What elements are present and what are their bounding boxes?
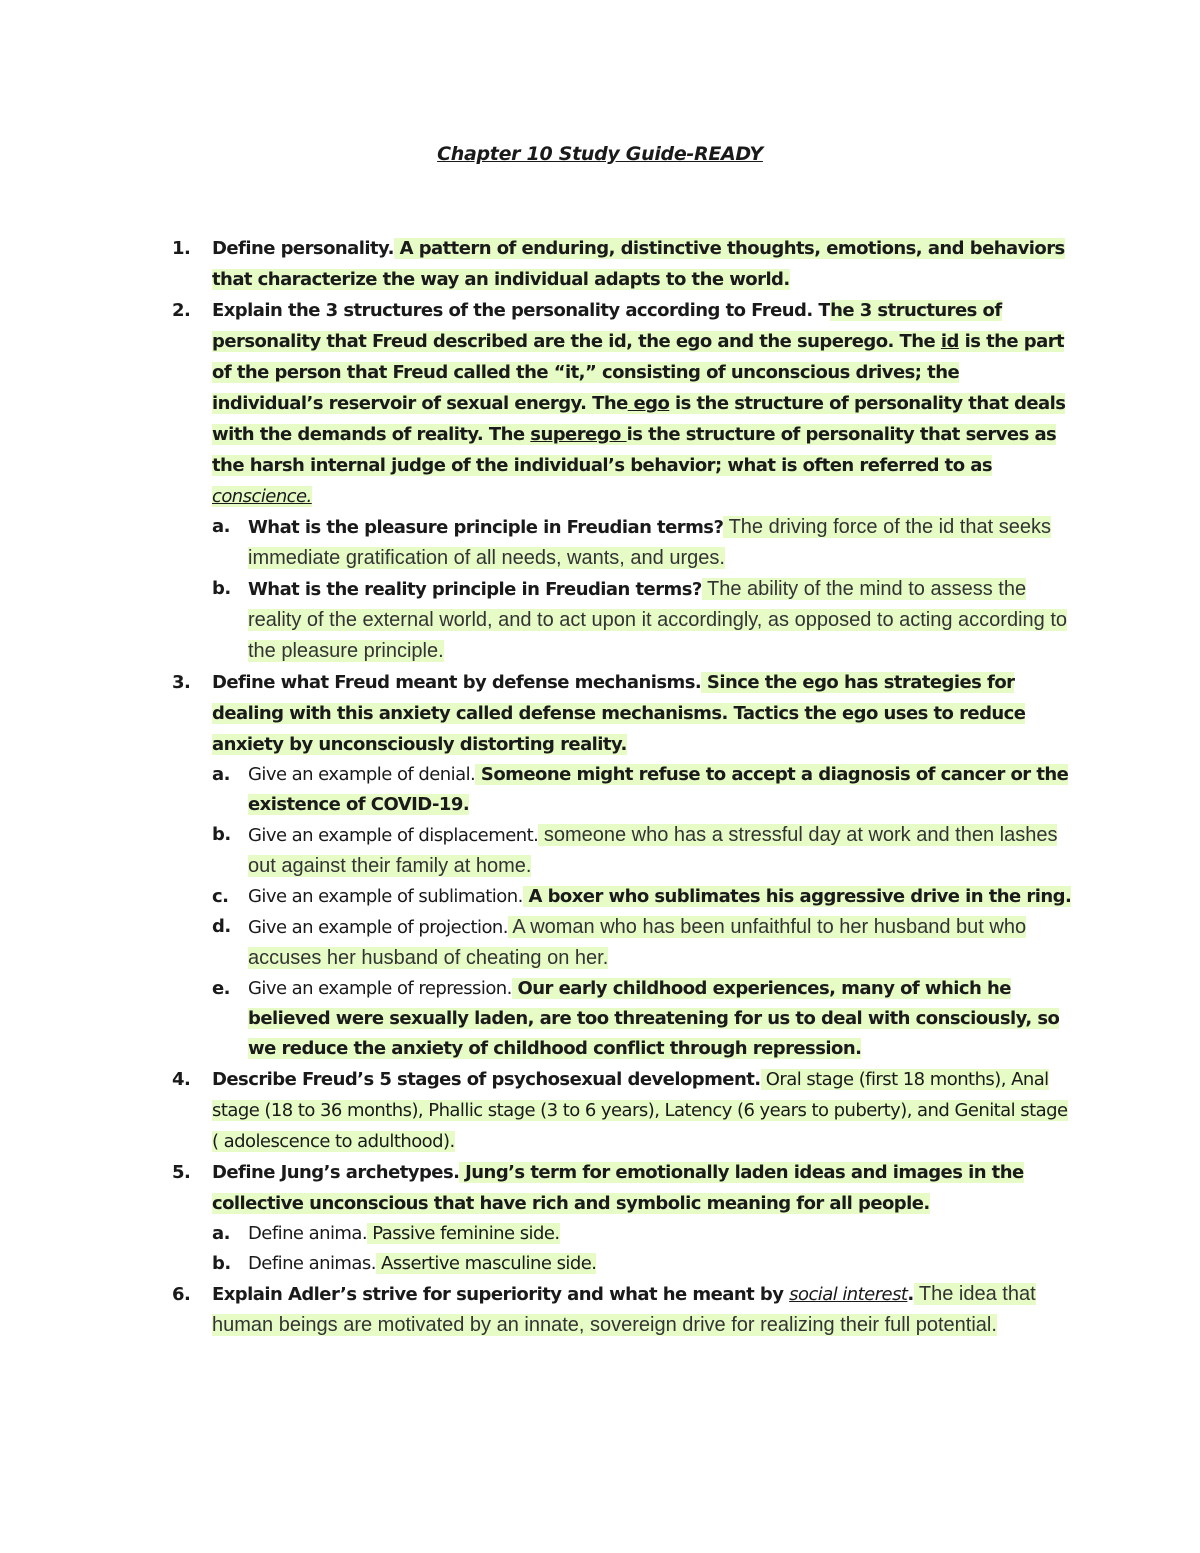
answer-text: A woman who has been unfaithful to her husband but who accuses her husband of cheating on her. — [248, 916, 1027, 969]
question-item-2 — [172, 295, 1072, 667]
sub-letter: a. — [212, 764, 230, 785]
item-number: 2. — [172, 300, 191, 321]
answer-part: is the structure of personality that deals with the demands of reality. The — [212, 393, 1066, 445]
item-number: 4. — [172, 1069, 191, 1090]
answer-text: Since the ego has strategies for dealing with this anxiety called defense mechanisms. Tactics the ego uses to reduce anxiety by unconsciously distorting reality. — [212, 672, 1026, 755]
question-item-4 — [172, 1064, 1072, 1157]
item-number: 6. — [172, 1284, 191, 1305]
sub-letter: b. — [212, 1253, 231, 1274]
question-text: Explain the 3 structures of the personality according to Freud. T — [212, 300, 831, 321]
question-text: Define what Freud meant by defense mechanisms. — [212, 672, 702, 693]
sub-letter: e. — [212, 978, 230, 999]
question-item-1 — [172, 233, 1072, 295]
item-number: 3. — [172, 672, 191, 693]
page-title: Chapter 10 Study Guide-READY — [437, 143, 763, 165]
answer-text: A pattern of enduring, distinctive thoughts, emotions, and behaviors that characterize the way an individual adapts to the world. — [212, 238, 1065, 290]
sub-question-2b — [212, 574, 1072, 667]
answer-part: is the part of the person that Freud called the “it,” consisting of unconscious drives; the individual’s reservoir of sexual energy. The — [212, 331, 1065, 414]
answer-text: Our early childhood experiences, many of which he believed were sexually laden, are too threatening for us to deal with consciously, so we reduce the anxiety of childhood conflict through repression. — [248, 978, 1060, 1059]
answer-text: Passive feminine side. — [367, 1223, 560, 1244]
answer-text: someone who has a stressful day at work and then lashes out against their family at home. — [248, 824, 1058, 877]
question-text: Give an example of repression. — [248, 978, 512, 999]
question-text: Explain Adler’s strive for superiority and what he meant by — [212, 1284, 790, 1305]
term-ego: ego — [627, 393, 670, 414]
answer-text: Oral stage (first 18 months), Anal stage (18 to 36 months), Phallic stage (3 to 6 years), Latency (6 years to puberty), and Genital stage ( adolescence to adulthood). — [212, 1069, 1068, 1152]
sub-question-2a — [212, 512, 1072, 574]
answer-text: Jung’s term for emotionally laden ideas and images in the collective unconscious that have rich and symbolic meaning for all people. — [212, 1162, 1024, 1214]
question-text: Describe Freud’s 5 stages of psychosexual development. — [212, 1069, 761, 1090]
question-item-6 — [172, 1279, 1072, 1341]
term-social-interest: social interest — [789, 1284, 908, 1305]
question-item-3 — [172, 667, 1072, 1064]
sub-question-3c — [212, 882, 1072, 912]
answer-text: The idea that human beings are motivated by an innate, sovereign drive for realizing their full potential. — [212, 1283, 1036, 1336]
question-text: What is the pleasure principle in Freudian terms? — [248, 517, 724, 538]
question-text: Give an example of projection. — [248, 917, 508, 938]
sub-question-3b — [212, 820, 1072, 882]
answer-part: he 3 structures of personality that Freud described are the id, the ego and the superego. The — [212, 300, 1002, 352]
question-item-5 — [172, 1157, 1072, 1279]
question-text: Give an example of sublimation. — [248, 886, 523, 907]
answer-text: The ability of the mind to assess the reality of the external world, and to act upon it accordingly, as opposed to acting according to the pleasure principle. — [248, 578, 1068, 662]
sub-question-5b — [212, 1249, 1072, 1279]
question-text: Define personality. — [212, 238, 394, 259]
sub-question-5a — [212, 1219, 1072, 1249]
answer-part: is the structure of personality that serves as the harsh internal judge of the individual’s behavior; what is often referred to as — [212, 424, 1057, 476]
question-list — [172, 233, 1072, 1341]
sub-letter: c. — [212, 886, 229, 907]
sub-letter: b. — [212, 578, 231, 599]
answer-text: The driving force of the id that seeks immediate gratification of all needs, wants, and urges. — [248, 516, 1051, 569]
item-number: 5. — [172, 1162, 191, 1183]
answer-text — [212, 300, 1065, 507]
sub-question-3e — [212, 974, 1072, 1064]
sub-question-3d — [212, 912, 1072, 974]
sub-letter: b. — [212, 824, 231, 845]
answer-text: Someone might refuse to accept a diagnosis of cancer or the existence of COVID-19. — [248, 764, 1069, 815]
sub-letter: a. — [212, 1223, 230, 1244]
question-text: Give an example of displacement. — [248, 825, 539, 846]
question-text: What is the reality principle in Freudian terms? — [248, 579, 702, 600]
question-text: Define Jung’s archetypes. — [212, 1162, 460, 1183]
answer-text: Assertive masculine side. — [375, 1253, 597, 1274]
question-text: Define anima. — [248, 1223, 368, 1244]
term-superego: superego — [530, 424, 627, 445]
question-text: Define animas. — [248, 1253, 376, 1274]
sub-letter: d. — [212, 916, 231, 937]
item-number: 1. — [172, 238, 191, 259]
answer-text: A boxer who sublimates his aggressive drive in the ring. — [522, 886, 1072, 907]
question-period: . — [907, 1284, 914, 1305]
term-id: id — [940, 331, 959, 352]
term-conscience: conscience. — [212, 486, 312, 507]
sub-question-3a — [212, 760, 1072, 820]
sub-letter: a. — [212, 516, 230, 537]
question-text: Give an example of denial. — [248, 764, 476, 785]
